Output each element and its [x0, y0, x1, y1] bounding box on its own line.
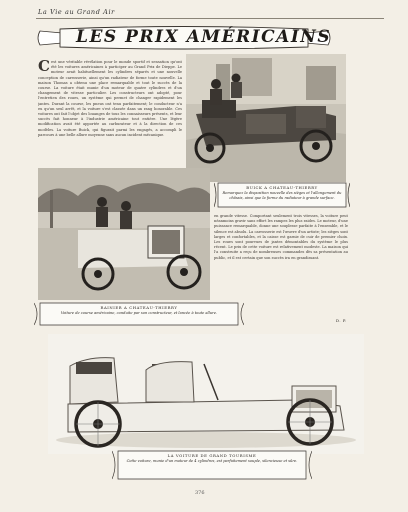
caption-middle — [42, 305, 236, 316]
caption-middle-text: Voiture de course américaine, conduite par son constructeur, et lancée à toute allure. — [60, 311, 218, 315]
title-banner — [34, 25, 334, 51]
header-rule — [36, 18, 384, 19]
caption-scroll-top — [214, 180, 350, 210]
photo-buick — [186, 54, 346, 182]
caption-bottom — [122, 453, 302, 464]
caption-scroll-middle — [34, 300, 244, 328]
page-number: 376 — [195, 490, 205, 496]
caption-top-title: BUICK A CHATEAU-THIERRY — [246, 185, 318, 190]
caption-top-text: Remarquez la disposition nouvelle des sièges et l'allongement du châssis, ainsi que la forme du radiateur à grande surface. — [222, 191, 342, 200]
right-column-text: en grande vitesse. Comportant seulement trois vitesses, la voiture peut néanmoins gravir sans effort les rampes les plus raides. Le moteur, d'une puissance remarquable, donne une souplesse parfaite à l'ensemble, et le silence est absolu. La carrosserie est l'œuvre d'un artiste; les sièges sont larges et confortables, et la caisse est garnie de cuir de premier choix. Les roues sont pourvues de jantes démontables du système le plus récent. Le prix de cette voiture est relativement modeste. La maison qui l'a construite a reçu de nombreuses commandes dès sa présentation au public, et il est certain que son succès ira en grandissant. — [214, 214, 348, 260]
caption-middle-title: RAINIER A CHATEAU-THIERRY — [100, 305, 178, 310]
masthead: La Vie au Grand Air — [38, 8, 115, 16]
intro-column — [38, 60, 182, 172]
caption-bottom-text: Cette voiture, munie d'un moteur de 4 cylindres, est parfaitement souple, silencieuse et sûre. — [126, 459, 298, 463]
caption-top — [220, 185, 344, 200]
caption-bottom-title: LA VOITURE DE GRAND TOURISME — [167, 453, 257, 458]
dropcap: C — [38, 60, 50, 75]
photo-rainier — [38, 168, 210, 300]
caption-scroll-bottom — [112, 448, 312, 482]
intro-text: est une véritable révélation pour le monde sportif et sensation qu'ont été les voitures américaines à participer au Grand Prix de Dieppe. Le moteur avait habituellement les cylindres séparés et une nouvelle conception de carrosserie, ainsi qu'un radiateur de forme toute nouvelle. La maison Thomas a obtenu une place remarquable et tout le succès de la course. La voiture était munie d'un moteur de quatre cylindres et d'un changement de vitesse particulier. Les constructeurs ont adopté, pour l'entretien des roues, un système qui permet de changer rapidement les jantes. Durant la course, les pneus ont tenu parfaitement; le conducteur n'a eu qu'un seul arrêt, et la voiture s'est classée dans un rang honorable. Ces voitures ont fait l'objet des louanges de tous les connaisseurs présents, et leur succès fait honneur à l'industrie américaine tout entière. Une légère modification avait été apportée au carburateur et à la direction de ces modèles. La voiture Buick, qui figurait parmi les engagés, a accompli le parcours à une belle allure moyenne sans aucun incident mécanique. — [38, 60, 182, 137]
page-title: LES PRIX AMÉRICAINS — [76, 27, 332, 47]
photo-grand-tourisme — [48, 334, 364, 454]
signature: D. P. — [336, 318, 347, 323]
